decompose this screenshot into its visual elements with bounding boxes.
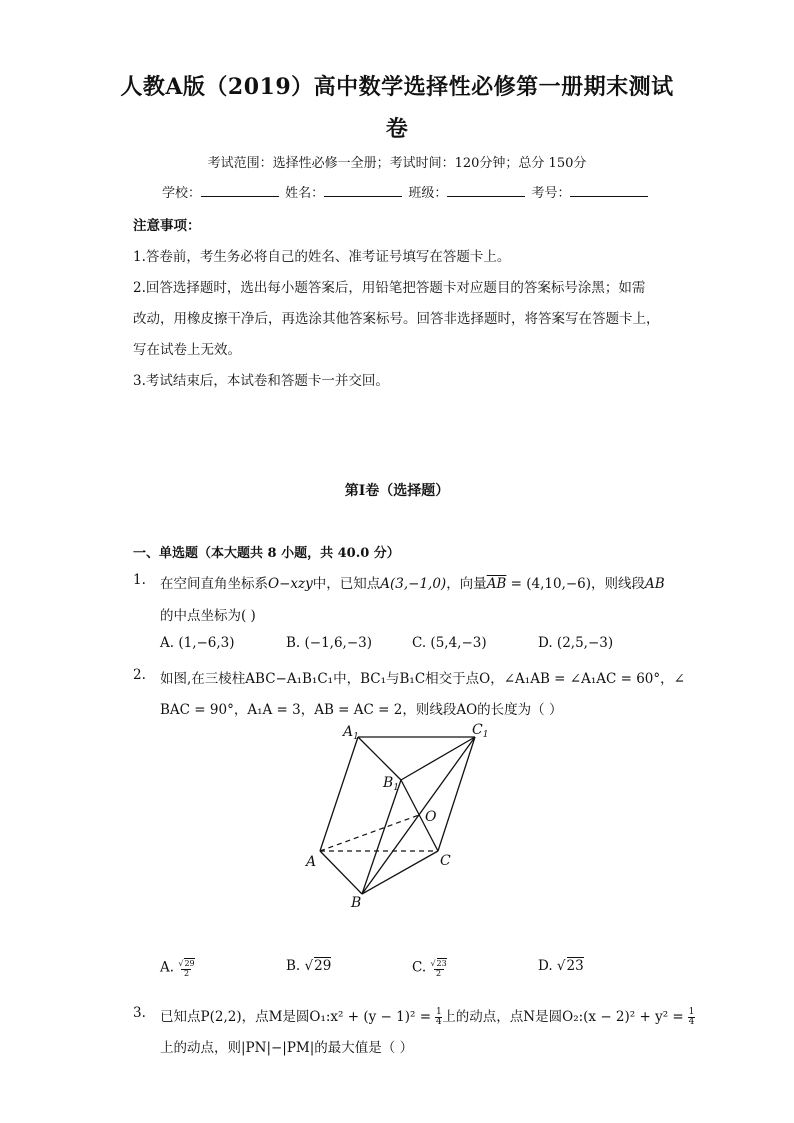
q1-line2: 的中点坐标为( ) <box>160 608 256 624</box>
q1-option-b[interactable]: B. (−1,6,−3) <box>286 635 373 651</box>
section-title: 一、单选题（本大题共 8 小题，共 40.0 分） <box>133 546 400 561</box>
q1-option-d[interactable]: D. (2,5,−3) <box>538 635 614 651</box>
number-blank[interactable] <box>570 184 648 197</box>
q2-line1: 如图,在三棱柱ABC−A₁B₁C₁中，BC₁与B₁C相交于点O，∠A₁AB = ∠A₁AC = 60°，∠ <box>160 671 685 687</box>
q3-fraction-1: $\frac{1}{4}$ <box>435 1007 442 1027</box>
exam-title-line1: 人教A版（2019）高中数学选择性必修第一册期末测试 <box>120 74 674 100</box>
q1-vector: $\overline{AB}$ <box>486 576 507 592</box>
name-label: 姓名： <box>285 186 325 201</box>
exam-title-line2: 卷 <box>385 116 409 142</box>
label-b1: $B_1$ <box>383 775 400 793</box>
class-label: 班级： <box>408 186 448 201</box>
exam-info: 考试范围：选择性必修一全册；考试时间：120分钟；总分 150分 <box>207 156 587 171</box>
q1-text-c: ，向量 <box>446 576 487 592</box>
q2-option-a-fraction: $\frac{√29}{2}$ <box>178 959 195 978</box>
q1-text-a: 在空间直角坐标系 <box>160 576 268 592</box>
q1-number: 1. <box>133 572 146 588</box>
name-blank[interactable] <box>324 184 402 197</box>
q1-system: O−xzy <box>268 576 313 592</box>
notice-2a: 2.回答选择题时，选出每小题答案后，用铅笔把答题卡对应题目的答案标号涂黑；如需 <box>133 280 646 296</box>
label-o: O <box>425 809 437 825</box>
q2-option-a[interactable]: A. $\frac{√29}{2}$ <box>160 959 195 978</box>
notice-3: 3.考试结束后，本试卷和答题卡一并交回。 <box>133 373 389 389</box>
q3-text-a: 已知点P(2,2)，点M是圆O₁:x² + (y − 1)² = <box>160 1009 436 1025</box>
notice-1: 1.答卷前，考生务必将自己的姓名、准考证号填写在答题卡上。 <box>133 249 511 265</box>
q1-option-c[interactable]: C. (5,4,−3) <box>412 635 487 651</box>
prism-figure <box>300 718 500 913</box>
label-a: A <box>306 854 317 870</box>
q2-option-c-fraction: $\frac{√23}{2}$ <box>430 959 447 978</box>
q1-option-a[interactable]: A. (1,−6,3) <box>160 635 235 651</box>
q2-option-b[interactable]: B. √29 <box>286 958 332 974</box>
school-label: 学校： <box>162 186 202 201</box>
label-a1: $A_1$ <box>343 724 359 742</box>
q3-line1 <box>160 1005 695 1027</box>
number-label: 考号： <box>531 186 571 201</box>
q2-number: 2. <box>133 667 146 683</box>
q1-line1 <box>160 572 665 592</box>
q1-text-b: 中，已知点 <box>312 576 381 592</box>
notice-2c: 写在试卷上无效。 <box>133 342 241 358</box>
q1-text-d: ，则线段 <box>591 576 646 592</box>
notice-heading: 注意事项： <box>133 218 201 234</box>
q3-fraction-2: $\frac{1}{4}$ <box>688 1007 695 1027</box>
q1-point-a: A(3,−1,0) <box>380 576 447 592</box>
volume-title: 第Ⅰ卷（选择题） <box>344 483 450 499</box>
label-c: C <box>440 853 451 869</box>
student-fields <box>162 182 650 201</box>
label-b: B <box>351 895 362 911</box>
q3-number: 3. <box>133 1005 146 1021</box>
q3-line2: 上的动点，则|PN|−|PM|的最大值是（ ） <box>160 1040 414 1056</box>
q1-segment: AB <box>645 576 665 592</box>
q3-text-b: 上的动点，点N是圆O₂:(x − 2)² + y² = <box>442 1009 689 1025</box>
q2-line2: BAC = 90°，A₁A = 3，AB = AC = 2，则线段AO的长度为（ ） <box>160 702 563 718</box>
q1-vector-value: = (4,10,−6) <box>506 576 592 592</box>
q2-option-c[interactable]: C. $\frac{√23}{2}$ <box>412 959 447 978</box>
school-blank[interactable] <box>201 184 279 197</box>
q2-option-d[interactable]: D. √23 <box>538 958 584 974</box>
class-blank[interactable] <box>447 184 525 197</box>
label-c1: $C_1$ <box>472 722 489 740</box>
notice-2b: 改动，用橡皮擦干净后，再选涂其他答案标号。回答非选择题时，将答案写在答题卡上， <box>133 311 660 327</box>
